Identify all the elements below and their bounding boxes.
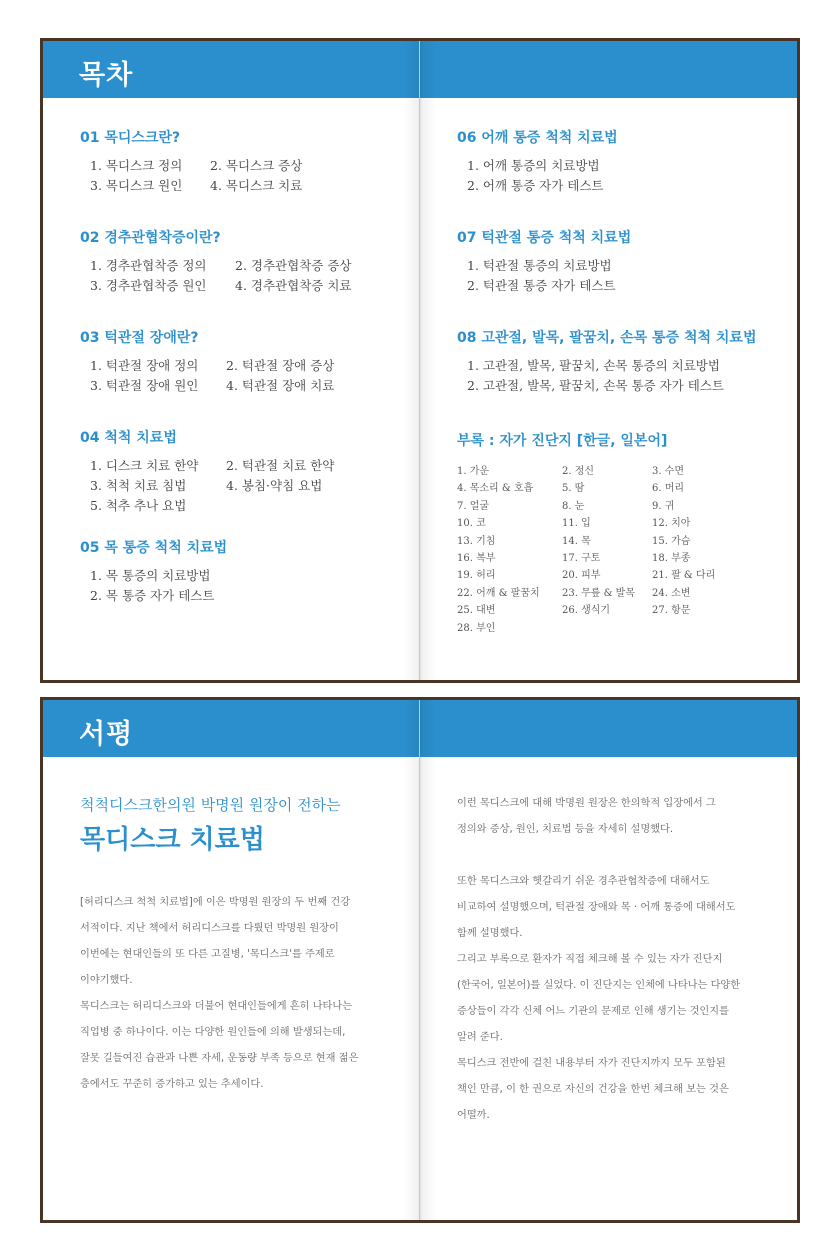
- appendix-item: 21. 팔 & 다리: [652, 570, 716, 582]
- appendix-item: 18. 부종: [652, 552, 691, 564]
- toc-heading: 목차: [79, 60, 134, 91]
- appendix-title: 부록 : 자가 진단지 [한글, 일본어]: [457, 433, 668, 449]
- appendix-item: 26. 생식기: [562, 605, 611, 617]
- review-line: 함께 설명했다.: [457, 928, 523, 939]
- appendix-item: 10. 코: [457, 518, 486, 530]
- review-line: 증상들이 각각 신체 어느 기관의 문제로 인해 생기는 것인지를: [457, 1006, 729, 1017]
- toc-item: 1. 턱관절 장애 정의: [90, 358, 199, 373]
- section-title: 06 어깨 통증 척척 치료법: [457, 130, 618, 146]
- review-subtitle: 척척디스크한의원 박명원 원장이 전하는: [80, 796, 341, 814]
- toc-item: 4. 턱관절 장애 치료: [226, 378, 335, 393]
- review-line: 목디스크는 허리디스크와 더불어 현대인들에게 흔히 나타나는: [80, 1001, 353, 1012]
- review-line: 알려 준다.: [457, 1032, 503, 1043]
- toc-item: 2. 목 통증 자가 테스트: [90, 588, 215, 603]
- review-paragraph: [457, 947, 787, 1051]
- section-title: 07 턱관절 통증 척척 치료법: [457, 230, 632, 246]
- review-title: 목디스크 치료법: [80, 825, 265, 855]
- appendix-item: 17. 구토: [562, 552, 601, 564]
- paragraph-gap: [457, 843, 787, 869]
- review-line: 정의와 증상, 원인, 치료법 등을 자세히 설명했다.: [457, 824, 674, 835]
- review-paragraph: [457, 869, 787, 947]
- appendix-item: 8. 눈: [562, 500, 585, 512]
- review-lead: [80, 793, 410, 859]
- toc-section-07: [457, 228, 797, 328]
- appendix-item: 2. 정신: [562, 466, 595, 477]
- toc-section-06: [457, 128, 797, 228]
- appendix-item: 7. 얼굴: [457, 500, 490, 512]
- appendix-item: 5. 땀: [562, 483, 585, 495]
- section-title: 03 턱관절 장애란?: [80, 330, 199, 346]
- appendix-item: 16. 복부: [457, 552, 496, 564]
- toc-section-08: [457, 328, 797, 428]
- toc-item: 3. 턱관절 장애 원인: [90, 378, 199, 393]
- review-line: 그리고 부록으로 환자가 직접 체크해 볼 수 있는 자가 진단지: [457, 954, 723, 965]
- toc-section-03: [80, 328, 410, 428]
- toc-item: 1. 디스크 치료 한약: [90, 458, 199, 473]
- toc-right-column: [457, 128, 797, 428]
- review-line: 이런 목디스크에 대해 박명원 원장은 한의학적 입장에서 그: [457, 798, 716, 809]
- toc-item: 2. 경추관협착증 증상: [235, 258, 352, 273]
- review-line: [허리디스크 척척 치료법]에 이은 박명원 원장의 두 번째 건강: [80, 897, 351, 908]
- appendix-grid: [457, 463, 777, 637]
- appendix-item: 9. 귀: [652, 500, 675, 512]
- appendix-item: 19. 허리: [457, 570, 496, 582]
- review-line: 이번에는 현대인들의 또 다른 고질병, '목디스크'를 주제로: [80, 949, 335, 960]
- toc-item: 1. 고관절, 발목, 팔꿈치, 손목 통증의 치료방법: [467, 358, 720, 373]
- section-title: 01 목디스크란?: [80, 130, 181, 146]
- toc-item: 2. 고관절, 발목, 팔꿈치, 손목 통증 자가 테스트: [467, 378, 724, 393]
- toc-item: 4. 목디스크 치료: [210, 178, 303, 193]
- section-title: 05 목 통증 척척 치료법: [80, 540, 228, 556]
- review-line: 직업병 중 하나이다. 이는 다양한 원인들에 의해 발생되는데,: [80, 1027, 346, 1038]
- review-line: 어떨까.: [457, 1110, 490, 1121]
- appendix-item: 6. 머리: [652, 483, 685, 495]
- review-paragraph: [457, 791, 787, 843]
- appendix-item: 20. 피부: [562, 570, 601, 582]
- toc-item: 2. 어깨 통증 자가 테스트: [467, 178, 604, 193]
- spine-line: [419, 700, 420, 1220]
- appendix-item: 24. 소변: [652, 587, 691, 599]
- review-heading: 서평: [79, 719, 134, 750]
- section-title: 04 척척 치료법: [80, 430, 177, 446]
- review-line: 비교하여 설명했으며, 턱관절 장애와 목 · 어깨 통증에 대해서도: [457, 902, 736, 913]
- review-paragraph: [457, 1051, 787, 1129]
- appendix-item: 27. 항문: [652, 605, 691, 617]
- section-title: 02 경추관협착증이란?: [80, 230, 221, 246]
- appendix-item: 14. 목: [562, 535, 591, 547]
- review-header-band: [43, 700, 420, 757]
- appendix-item: 1. 가운: [457, 466, 490, 477]
- toc-item: 1. 경추관협착증 정의: [90, 258, 207, 273]
- toc-header-band: [43, 41, 420, 98]
- review-line: 책인 만큼, 이 한 권으로 자신의 건강을 한번 체크해 보는 것은: [457, 1084, 729, 1095]
- toc-item: 4. 봉침·약침 요법: [226, 478, 323, 493]
- review-line: 또한 목디스크와 헷갈리기 쉬운 경추관협착증에 대해서도: [457, 876, 710, 887]
- toc-item: 1. 턱관절 통증의 치료방법: [467, 258, 612, 273]
- review-header-band-right: [420, 700, 797, 757]
- appendix-item: 22. 어깨 & 팔꿈치: [457, 587, 540, 599]
- toc-left-column: [80, 128, 410, 618]
- appendix-item: 13. 기침: [457, 535, 496, 547]
- toc-item: 1. 목 통증의 치료방법: [90, 568, 211, 583]
- toc-item: 2. 목디스크 증상: [210, 158, 303, 173]
- toc-item: 2. 턱관절 통증 자가 테스트: [467, 278, 616, 293]
- review-line: 서적이다. 지난 책에서 허리디스크를 다뤘던 박명원 원장이: [80, 923, 339, 934]
- review-line: 잘못 길들여진 습관과 나쁜 자세, 운동량 부족 등으로 현재 젊은: [80, 1053, 359, 1064]
- appendix-item: 12. 치아: [652, 518, 691, 530]
- toc-section-01: [80, 128, 410, 228]
- appendix-item: 23. 무릎 & 발목: [562, 587, 635, 599]
- toc-header-band-right: [420, 41, 797, 98]
- toc-section-05: [80, 538, 410, 618]
- appendix-item: 11. 입: [562, 518, 591, 530]
- toc-item: 1. 목디스크 정의: [90, 158, 183, 173]
- appendix-section: [457, 431, 777, 637]
- review-right-text: [457, 791, 787, 1129]
- review-line: 목디스크 전반에 걸친 내용부터 자가 진단지까지 모두 포함된: [457, 1058, 726, 1069]
- review-spread: [40, 697, 800, 1223]
- review-paragraph: [80, 890, 410, 994]
- toc-spread: [40, 38, 800, 683]
- appendix-item: 3. 수면: [652, 466, 685, 477]
- toc-section-04: [80, 428, 410, 538]
- toc-item: 3. 경추관협착증 원인: [90, 278, 207, 293]
- toc-item: 5. 척추 추나 요법: [90, 498, 187, 513]
- review-line: 이야기했다.: [80, 975, 133, 986]
- appendix-item: 28. 부인: [457, 622, 496, 634]
- toc-item: 3. 목디스크 원인: [90, 178, 183, 193]
- spine-line: [419, 41, 420, 680]
- toc-item: 3. 척척 치료 침법: [90, 478, 187, 493]
- appendix-item: 25. 대변: [457, 605, 496, 617]
- appendix-item: 15. 가슴: [652, 535, 691, 547]
- toc-item: 4. 경추관협착증 치료: [235, 278, 352, 293]
- review-paragraph: [80, 994, 410, 1098]
- review-line: (한국어, 일본어)를 실었다. 이 진단지는 인체에 나타나는 다양한: [457, 980, 741, 991]
- toc-item: 2. 턱관절 장애 증상: [226, 358, 335, 373]
- appendix-item: 4. 목소리 & 호흡: [457, 483, 534, 495]
- review-left-text: [80, 890, 410, 1098]
- toc-item: 2. 턱관절 치료 한약: [226, 458, 335, 473]
- review-line: 층에서도 꾸준히 증가하고 있는 추세이다.: [80, 1079, 264, 1090]
- toc-section-02: [80, 228, 410, 328]
- toc-item: 1. 어깨 통증의 치료방법: [467, 158, 600, 173]
- section-title: 08 고관절, 발목, 팔꿈치, 손목 통증 척척 치료법: [457, 330, 757, 346]
